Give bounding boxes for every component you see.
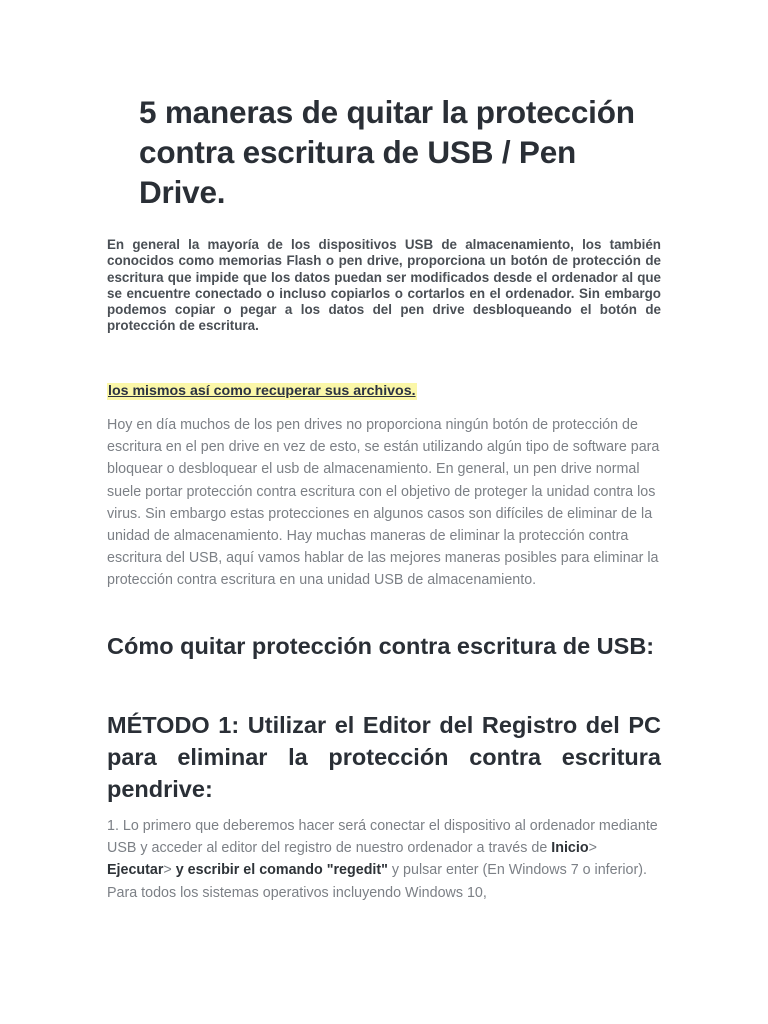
step-1-bold-ejecutar: Ejecutar (107, 862, 164, 879)
step-1-separator-2: > (163, 862, 176, 879)
step-1-bold-inicio: Inicio (551, 840, 589, 857)
step-1-paragraph (107, 815, 661, 904)
highlighted-text[interactable]: los mismos así como recuperar sus archivos. (108, 383, 416, 399)
highlighted-link-line (107, 381, 417, 401)
step-1-text-start: 1. Lo primero que deberemos hacer será conectar el dispositivo al ordenador mediante USB y acceder al editor del registro de nuestro ordenador a través de (107, 818, 658, 857)
body-paragraph: Hoy en día muchos de los pen drives no proporciona ningún botón de protección de escritura en el pen drive en vez de esto, se están utilizando algún tipo de software para bloquear o desbloquear el usb de almacenamiento. En general, un pen drive normal suele portar protección contra escritura con el objetivo de proteger la unidad contra los virus. Sin embargo estas protecciones en algunos casos son difíciles de eliminar de la unidad de almacenamiento. Hay muchas maneras de eliminar la protección contra escritura del USB, aquí vamos hablar de las mejores maneras posibles para eliminar la protección contra escritura en una unidad USB de almacenamiento. (107, 417, 660, 589)
article-title: 5 maneras de quitar la protección contra escritura de USB / Pen Drive. (139, 94, 635, 210)
step-1-bold-command: y escribir el comando "regedit" (175, 862, 388, 879)
intro-paragraph: En general la mayoría de los dispositivos USB de almacenamiento, los también conocidos como memorias Flash o pen drive, proporciona un botón de protección de escritura que impide que los datos puedan ser modificados desde el ordenador al que se encuentre conectado o incluso copiarlos o cortarlos en el ordenador. Sin embargo podemos copiar o pegar a los datos del pen drive desbloqueando el botón de protección de escritura. (107, 237, 661, 334)
method-heading: MÉTODO 1: Utilizar el Editor del Registro del PC para eliminar la protección contra escritura pendrive: (107, 712, 661, 802)
section-heading: Cómo quitar protección contra escritura de USB: (107, 633, 655, 659)
step-1-separator-1: > (588, 840, 597, 857)
step-1-text-end: y pulsar enter (En Windows 7 o inferior). Para todos los sistemas operativos incluyendo Windows 10, (107, 862, 647, 901)
